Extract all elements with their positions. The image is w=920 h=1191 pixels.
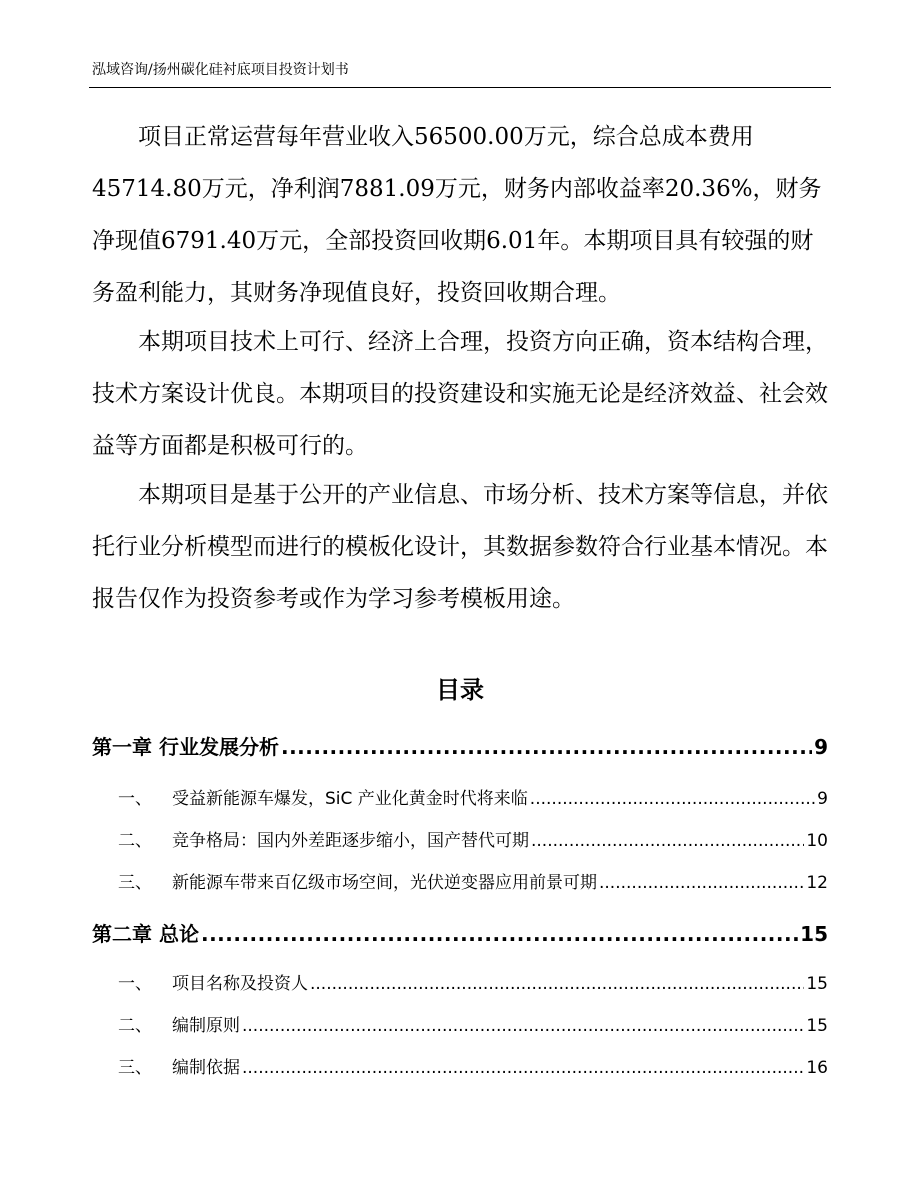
toc-leader-dots xyxy=(242,1055,804,1081)
toc-section-title: 新能源车带来百亿级市场空间，光伏逆变器应用前景可期 xyxy=(172,873,597,893)
toc-page-number: 12 xyxy=(806,873,828,893)
toc-section-number: 一、 xyxy=(118,789,152,809)
body-paragraph: 本期项目是基于公开的产业信息、市场分析、技术方案等信息，并依托行业分析模型而进行的模板化设计，其数据参数符合行业基本情况。本报告仅作为投资参考或作为学习参考模板用途。 xyxy=(92,482,828,612)
toc-section-title: 竞争格局：国内外差距逐步缩小，国产替代可期 xyxy=(172,831,529,851)
toc-section-label xyxy=(118,870,597,896)
toc-leader-dots xyxy=(201,919,798,949)
toc-section-label xyxy=(118,971,308,997)
toc-page-number: 15 xyxy=(800,922,828,946)
toc-section-label xyxy=(118,828,529,854)
toc-section-title: 项目名称及投资人 xyxy=(172,974,308,994)
toc-section-entry[interactable] xyxy=(118,1013,828,1039)
toc-section-number: 二、 xyxy=(118,1016,152,1036)
toc-chapter-entry[interactable] xyxy=(92,732,828,762)
toc-leader-dots xyxy=(242,1013,804,1039)
toc-section-entry[interactable] xyxy=(118,971,828,997)
toc-chapter-entry[interactable] xyxy=(92,919,828,949)
toc-section-title: 受益新能源车爆发，SiC 产业化黄金时代将来临 xyxy=(172,789,528,809)
toc-leader-dots xyxy=(310,971,804,997)
toc-page-number: 15 xyxy=(806,974,828,994)
toc-section-title: 编制依据 xyxy=(172,1058,240,1078)
body-paragraph: 项目正常运营每年营业收入56500.00万元，综合总成本费用45714.80万元，净利润7881.09万元，财务内部收益率20.36%，财务净现值6791.40万元，全部投资回收期6.01年。本期项目具有较强的财务盈利能力，其财务净现值良好，投资回收期合理。 xyxy=(92,124,822,306)
toc-page-number: 15 xyxy=(806,1016,828,1036)
toc-section-entry[interactable] xyxy=(118,1055,828,1081)
toc-section-label xyxy=(118,1055,240,1081)
toc-page-number: 9 xyxy=(814,735,828,759)
toc-section-entry[interactable] xyxy=(118,870,828,896)
toc-leader-dots xyxy=(599,870,804,896)
toc-section-number: 三、 xyxy=(118,1058,152,1078)
toc-section-number: 一、 xyxy=(118,974,152,994)
toc-section-label xyxy=(118,1013,240,1039)
toc-section-entry[interactable] xyxy=(118,786,828,812)
toc-leader-dots xyxy=(281,732,812,762)
toc-title: 目录 xyxy=(436,676,484,704)
toc-chapter-label: 第一章 行业发展分析 xyxy=(92,735,279,759)
toc-section-number: 二、 xyxy=(118,831,152,851)
toc-leader-dots xyxy=(530,786,815,812)
toc-chapter-label: 第二章 总论 xyxy=(92,922,199,946)
toc-page-number: 9 xyxy=(817,789,828,809)
toc-section-label xyxy=(118,786,528,812)
toc-section-number: 三、 xyxy=(118,873,152,893)
toc-page-number: 10 xyxy=(806,831,828,851)
running-header: 泓域咨询/扬州碳化硅衬底项目投资计划书 xyxy=(92,62,349,78)
toc-section-title: 编制原则 xyxy=(172,1016,240,1036)
toc-section-entry[interactable] xyxy=(118,828,828,854)
toc-page-number: 16 xyxy=(806,1058,828,1078)
header-divider xyxy=(89,87,831,88)
body-paragraph: 本期项目技术上可行、经济上合理，投资方向正确，资本结构合理，技术方案设计优良。本期项目的投资建设和实施无论是经济效益、社会效益等方面都是积极可行的。 xyxy=(92,329,828,459)
toc-leader-dots xyxy=(531,828,804,854)
